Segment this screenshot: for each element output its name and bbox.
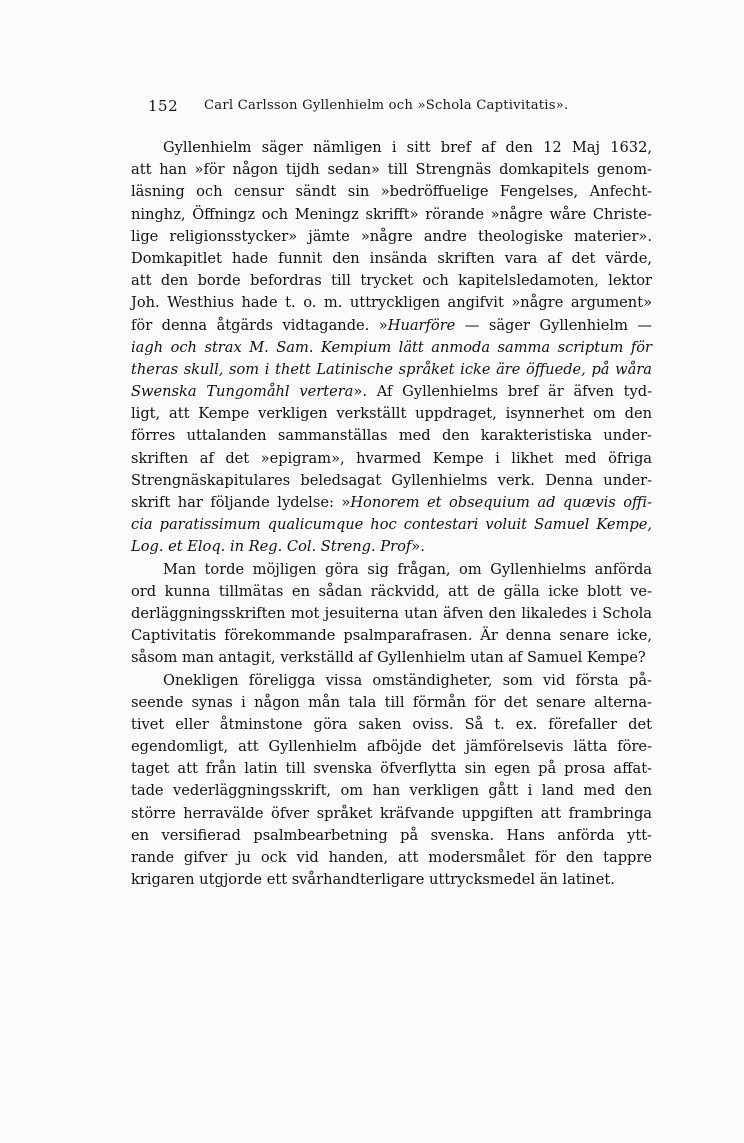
text-run: ord kunna tillmätas en sådan räckvidd, att de gälla icke blott ve- (131, 582, 652, 600)
text-run: Captivitatis förekommande psalmparafrasen. Är denna senare icke, (131, 627, 652, 645)
text-run: lige religionsstycker» jämte »någre andre theologiske materier». (131, 227, 652, 245)
text-run: ligt, att Kempe verkligen verkställt uppdraget, isynnerhet om den (131, 405, 652, 423)
text-run: ». (411, 538, 425, 556)
text-line (131, 492, 652, 514)
text-run: Domkapitlet hade funnit den insända skriften vara af det värde, (131, 249, 652, 267)
text-run: tivet eller åtminstone göra saken oviss. Så t. ex. förefaller det (131, 715, 652, 733)
italic-text: Log. et Eloq. in Reg. Col. Streng. Prof (131, 538, 412, 556)
text-line (131, 292, 652, 314)
text-line (131, 847, 652, 869)
text-line (131, 780, 652, 802)
text-line (131, 315, 652, 337)
body-text (131, 137, 652, 891)
text-run: såsom man antagit, verkställd af Gyllenhielm utan af Samuel Kempe? (131, 649, 646, 667)
text-line (131, 359, 652, 381)
text-line (131, 714, 652, 736)
text-run: Onekligen föreligga vissa omständigheter, som vid första på- (163, 671, 652, 689)
text-run: att han »för någon tijdh sedan» till Strengnäs domkapitels genom- (131, 161, 652, 179)
text-run: Gyllenhielm säger nämligen i sitt bref af den 12 Maj 1632, (163, 139, 652, 156)
text-run: Man torde möjligen göra sig frågan, om Gyllenhielms anförda (163, 560, 652, 578)
text-run: en versifierad psalmbearbetning på svenska. Hans anförda ytt- (131, 826, 652, 844)
text-run: ninghz, Öffningz och Meningz skrifft» rörande »någre wåre Christe- (131, 205, 652, 223)
text-line (131, 692, 652, 714)
text-run: större herravälde öfver språket kräfvande uppgiften att frambringa (131, 804, 652, 822)
text-line (131, 514, 652, 536)
text-run: Strengnäskapitulares beledsagat Gyllenhielms verk. Denna under- (131, 471, 652, 489)
text-line (131, 159, 652, 181)
text-line (131, 381, 652, 403)
text-line (131, 803, 652, 825)
text-line (131, 248, 652, 270)
text-run: att den borde befordras till trycket och kapitelsledamoten, lektor (131, 272, 652, 290)
text-line (131, 337, 652, 359)
text-run: Joh. Westhius hade t. o. m. uttryckligen angifvit »någre argument» (131, 294, 652, 312)
text-run: derläggningsskriften mot jesuiterna utan äfven den likaledes i Schola (131, 604, 652, 622)
italic-text: Swenska Tungomåhl vertera (131, 383, 354, 401)
text-line (131, 448, 652, 470)
text-line (131, 559, 652, 581)
text-run: skriften af det »epigram», hvarmed Kempe i likhet med öfriga (131, 449, 652, 467)
text-line (131, 603, 652, 625)
text-line (131, 869, 652, 891)
text-line (131, 647, 652, 669)
text-line (131, 181, 652, 203)
text-line (131, 137, 652, 159)
italic-text: Honorem et obsequium ad quævis offi- (350, 494, 652, 511)
text-run: för denna åtgärds vidtagande. » (131, 316, 388, 334)
page-header (148, 97, 654, 119)
text-run: rande gifver ju ock vid handen, att modersmålet för den tappre (131, 849, 652, 866)
text-line (131, 625, 652, 647)
text-run: läsning och censur sändt sin »bedröffuelige Fengelses, Anfecht- (131, 183, 652, 201)
text-run: ». Af Gyllenhielms bref är äfven tyd- (353, 383, 652, 401)
text-line (131, 226, 652, 248)
text-line (131, 403, 652, 425)
italic-text: cia paratissimum qualicumque hoc contestari voluit Samuel Kempe, (131, 516, 652, 534)
text-run: taget att från latin till svenska öfverflytta sin egen på prosa affat- (131, 760, 652, 778)
text-run: förres uttalanden sammanställas med den karakteristiska under- (131, 427, 652, 445)
page-number: 152 (148, 97, 179, 115)
text-line (131, 736, 652, 758)
text-line (131, 470, 652, 492)
text-run: krigaren utgjorde ett svårhandterligare uttrycksmedel än latinet. (131, 871, 615, 889)
text-run: seende synas i någon mån tala till förmån för det senare alterna- (131, 693, 652, 711)
text-run: egendomligt, att Gyllenhielm afböjde det jämförelsevis lätta före- (131, 738, 652, 756)
text-line (131, 758, 652, 780)
text-run: — säger Gyllenhielm — (455, 316, 652, 334)
text-line (131, 536, 652, 558)
text-line (131, 425, 652, 447)
running-title: Carl Carlsson Gyllenhielm och »Schola Captivitatis». (204, 98, 569, 113)
text-run: tade vederläggningsskrift, om han verkligen gått i land med den (131, 782, 652, 800)
text-line (131, 825, 652, 847)
text-line (131, 581, 652, 603)
text-line (131, 204, 652, 226)
text-line (131, 270, 652, 292)
italic-text: iagh och strax M. Sam. Kempium lätt anmoda samma scriptum för (131, 338, 652, 356)
text-line (131, 670, 652, 692)
italic-text: Huarföre (387, 316, 456, 334)
text-run: skrift har följande lydelse: » (131, 494, 351, 511)
italic-text: theras skull, som i thett Latinische språket icke äre öffuede, på wåra (131, 360, 652, 378)
